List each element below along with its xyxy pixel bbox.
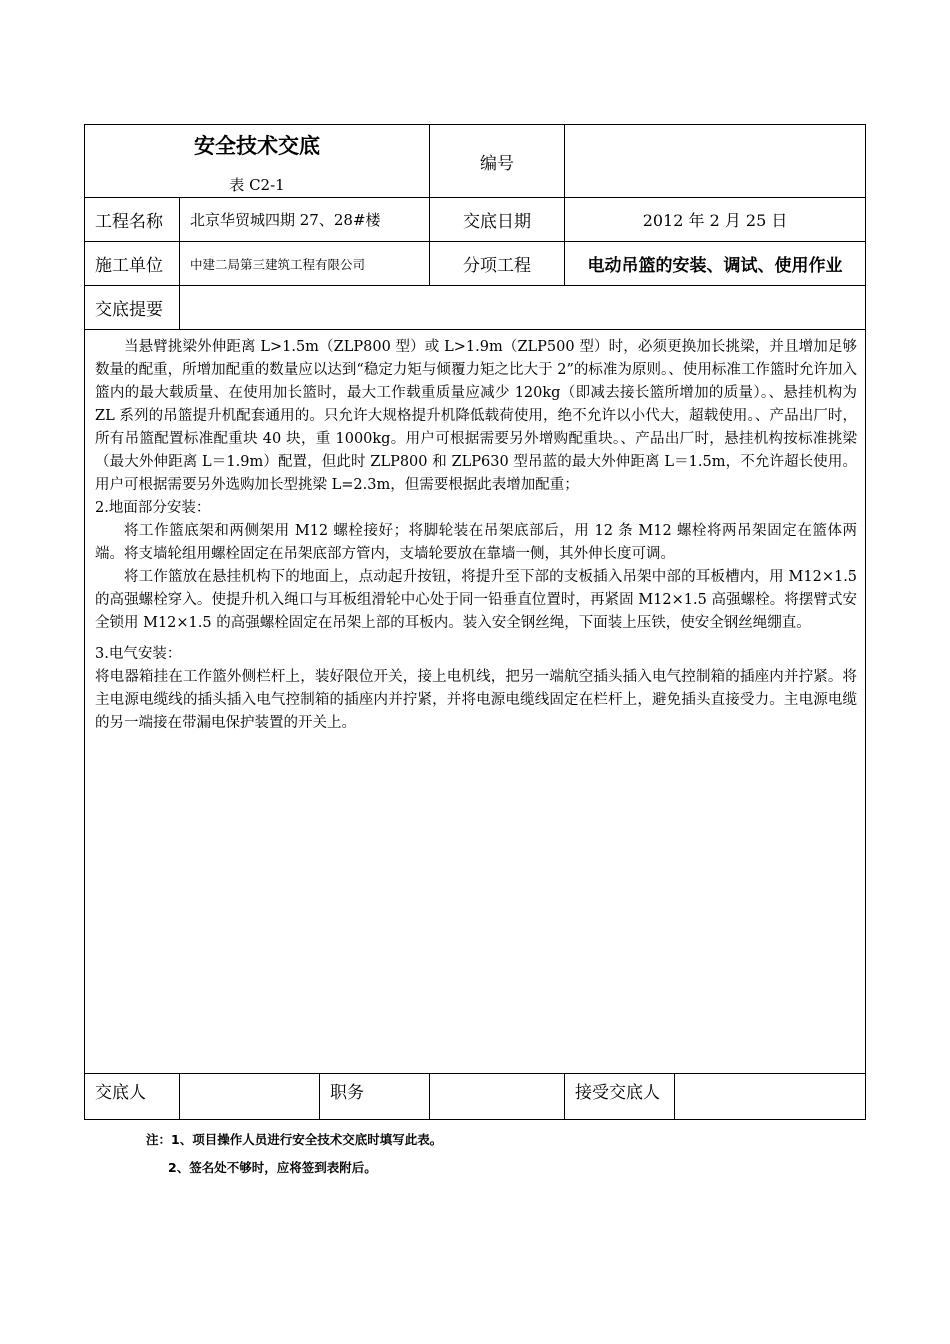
content-paragraph-4: 将电器箱挂在工作篮外侧栏杆上，装好限位开关，接上电机线，把另一端航空插头插入电气控制箱的插座内并拧紧。将主电源电缆线的插头插入电气控制箱的插座内并拧紧，并将电源电缆线固定在栏杆上，避免插头直接受力。主电源电缆的另一端接在带漏电保护装置的开关上。: [95, 669, 858, 731]
content-paragraph-1: 当悬臂挑梁外伸距离 L>1.5m（ZLP800 型）或 L>1.9m（ZLP500 型）时，必须更换加长挑梁，并且增加足够数量的配重，所增加配重的数量应以达到“稳定力矩与倾覆力矩之比大于 2”的标准为原则。、使用标准工作篮时允许加入篮内的最大载质量、在使用加长篮时，最大工作载重质量应减少 120kg（即减去接长篮所增加的质量）。、悬挂机构为 ZL 系列的吊篮提升机配套通用的。只允许大规格提升机降低载荷使用，绝不允许以小代大，超载使用。、产品出厂时，所有吊篮配置标准配重块 40 块，重 1000kg。用户可根据需要另外增购配重块。、产品出厂时，悬挂机构按标准挑梁（最大外伸距离 L＝1.9m）配置，但此时 ZLP800 和 ZLP630 型吊蓝的最大外伸距离 L＝1.5m，不允许超长使用。用户可根据需要另外选购加长型挑梁 L=2.3m，但需要根据此表增加配重；: [95, 339, 858, 493]
section-heading-ground: 2.地面部分安装：: [95, 500, 211, 516]
date-label: 交底日期: [430, 198, 565, 242]
section-heading-electrical: 3.电气安装：: [95, 646, 182, 662]
footnote-1: 注：1、项目操作人员进行安全技术交底时填写此表。: [146, 1132, 443, 1147]
summary-label: 交底提要: [85, 286, 180, 330]
position-field[interactable]: [430, 1074, 565, 1120]
unit-label: 施工单位: [85, 242, 180, 286]
date-field[interactable]: 2012 年 2 月 25 日: [565, 198, 866, 242]
subitem-label: 分项工程: [430, 242, 565, 286]
subitem-field[interactable]: 电动吊篮的安装、调试、使用作业: [565, 242, 866, 286]
content-paragraph-2: 将工作篮底架和两侧架用 M12 螺栓接好；将脚轮装在吊架底部后，用 12 条 M12 螺栓将两吊架固定在篮体两端。将支墙轮组用螺栓固定在吊架底部方管内，支墙轮要放在靠墙一侧，其外伸长度可调。: [95, 523, 858, 562]
disclosure-content: [85, 330, 866, 1074]
project-name-label: 工程名称: [85, 198, 180, 242]
form-title: 安全技术交底: [194, 132, 321, 158]
disclosure-form: [84, 124, 865, 1120]
title-cell: [85, 125, 430, 198]
footnote-2: 2、签名处不够时，应将签到表附后。: [168, 1160, 377, 1175]
discloser-field[interactable]: [180, 1074, 320, 1120]
position-label: 职务: [320, 1074, 430, 1120]
content-paragraph-3: 将工作篮放在悬挂机构下的地面上，点动起升按钮，将提升至下部的支板插入吊架中部的耳板槽内，用 M12×1.5 的高强螺栓穿入。使提升机入绳口与耳板组滑轮中心处于同一铅垂直位置时，再紧固 M12×1.5 高强螺栓。将摆臂式安全锁用 M12×1.5 的高强螺栓固定在吊架上部的耳板内。装入安全钢丝绳，下面装上压铁，使安全钢丝绳绷直。: [95, 569, 858, 631]
footnotes: [146, 1126, 442, 1182]
number-field[interactable]: [565, 125, 866, 198]
summary-field[interactable]: [180, 286, 866, 330]
number-label: 编号: [430, 125, 565, 198]
discloser-label: 交底人: [85, 1074, 180, 1120]
project-name-field[interactable]: 北京华贸城四期 27、28#楼: [180, 198, 430, 242]
unit-field[interactable]: 中建二局第三建筑工程有限公司: [180, 242, 430, 286]
form-table: [84, 124, 866, 1120]
form-code: 表 C2-1: [229, 175, 285, 194]
receiver-field[interactable]: [675, 1074, 866, 1120]
receiver-label: 接受交底人: [565, 1074, 675, 1120]
